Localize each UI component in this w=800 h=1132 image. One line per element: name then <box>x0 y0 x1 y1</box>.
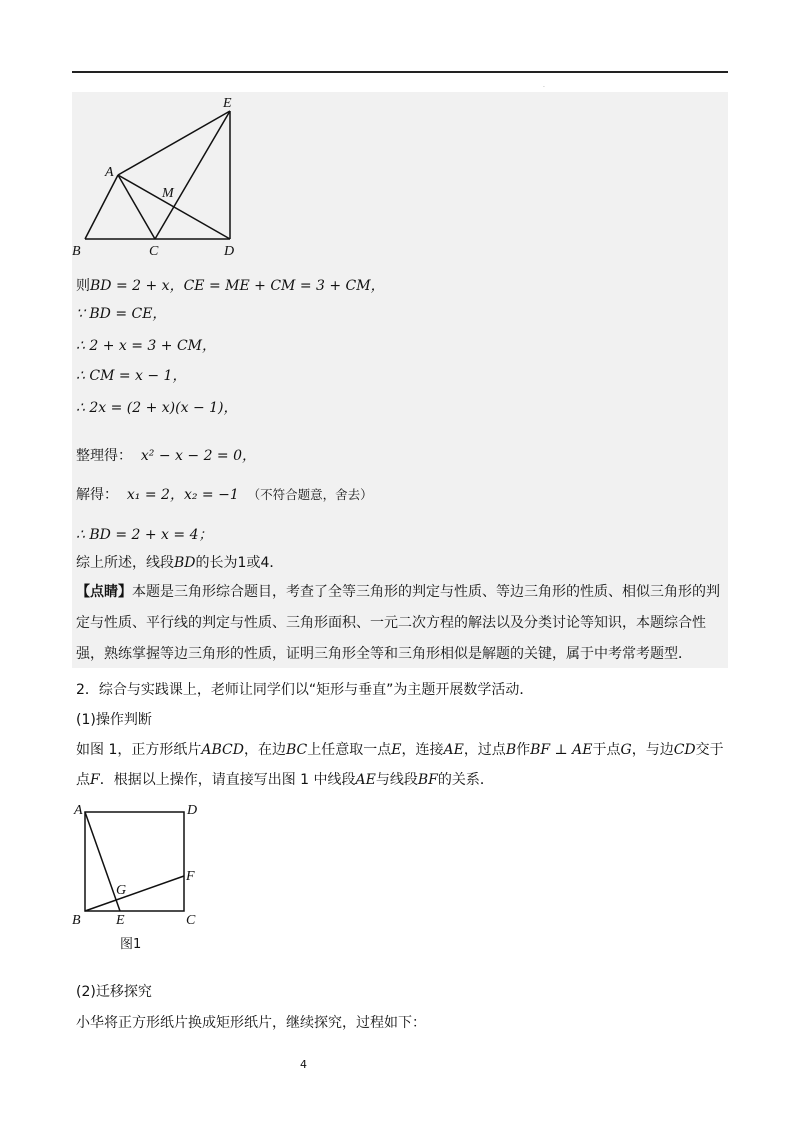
part-2-paragraph: 小华将正方形纸片换成矩形纸片，继续探究，过程如下： <box>76 1015 426 1031</box>
part-1-heading: (1)操作判断 <box>76 712 152 728</box>
solution-line-5: ∴ 2x = (2 + x)(x − 1)， <box>76 400 238 416</box>
solution-line-3: ∴ 2 + x = 3 + CM， <box>76 338 217 354</box>
tip-paragraph <box>76 577 726 670</box>
page-number: 4 <box>300 1058 307 1071</box>
solution-line-6: 整理得： x² − x − 2 = 0， <box>76 448 257 464</box>
label-B: B <box>72 913 81 928</box>
geometry-figure-triangles <box>70 92 270 262</box>
solution-line-8: ∴ BD = 2 + x = 4； <box>76 527 213 543</box>
label-A: A <box>74 803 83 818</box>
label-F: F <box>186 869 195 884</box>
solution-line-1: 则BD = 2 + x，CE = ME + CM = 3 + CM， <box>76 278 385 294</box>
label-D: D <box>187 803 198 818</box>
scan-mark: · <box>543 84 545 91</box>
header-rule <box>72 71 728 73</box>
solution-line-7: 解得： x₁ = 2，x₂ = −1 （不符合题意，舍去） <box>76 487 373 503</box>
label-A: A <box>105 165 114 180</box>
label-E: E <box>223 96 232 111</box>
solution-line-2: ∵ BD = CE， <box>76 306 167 322</box>
label-B: B <box>72 244 81 259</box>
label-C: C <box>186 913 196 928</box>
part-1-paragraph: 如图 1，正方形纸片ABCD，在边BC上任意取一点E，连接AE，过点B作BF ⊥ AE于点G，与边CD交于点F．根据以上操作，请直接写出图 1 中线段AE与线段BF的关系． <box>76 742 724 788</box>
label-G: G <box>116 883 127 898</box>
tip-text: 本题是三角形综合题目，考查了全等三角形的判定与性质、等边三角形的性质、相似三角形的判定与性质、平行线的判定与性质、三角形面积、一元二次方程的解法以及分类讨论等知识，本题综合性强，熟练掌握等边三角形的性质，证明三角形全等和三角形相似是解题的关键，属于中考常考题型． <box>76 584 720 662</box>
tip-label: 【点睛】 <box>76 584 132 600</box>
label-E: E <box>116 913 125 928</box>
question-2-intro: 2．综合与实践课上，老师让同学们以“矩形与垂直”为主题开展数学活动． <box>76 682 534 698</box>
geometry-figure-square <box>70 798 210 933</box>
solution-conclusion: 综上所述，线段BD的长为1或4． <box>76 555 284 571</box>
part-2-heading: (2)迁移探究 <box>76 984 152 1000</box>
label-D: D <box>224 244 235 259</box>
solution-line-4: ∴ CM = x − 1， <box>76 368 187 384</box>
label-M: M <box>162 186 174 201</box>
label-C: C <box>149 244 159 259</box>
figure-caption: 图1 <box>120 937 142 952</box>
